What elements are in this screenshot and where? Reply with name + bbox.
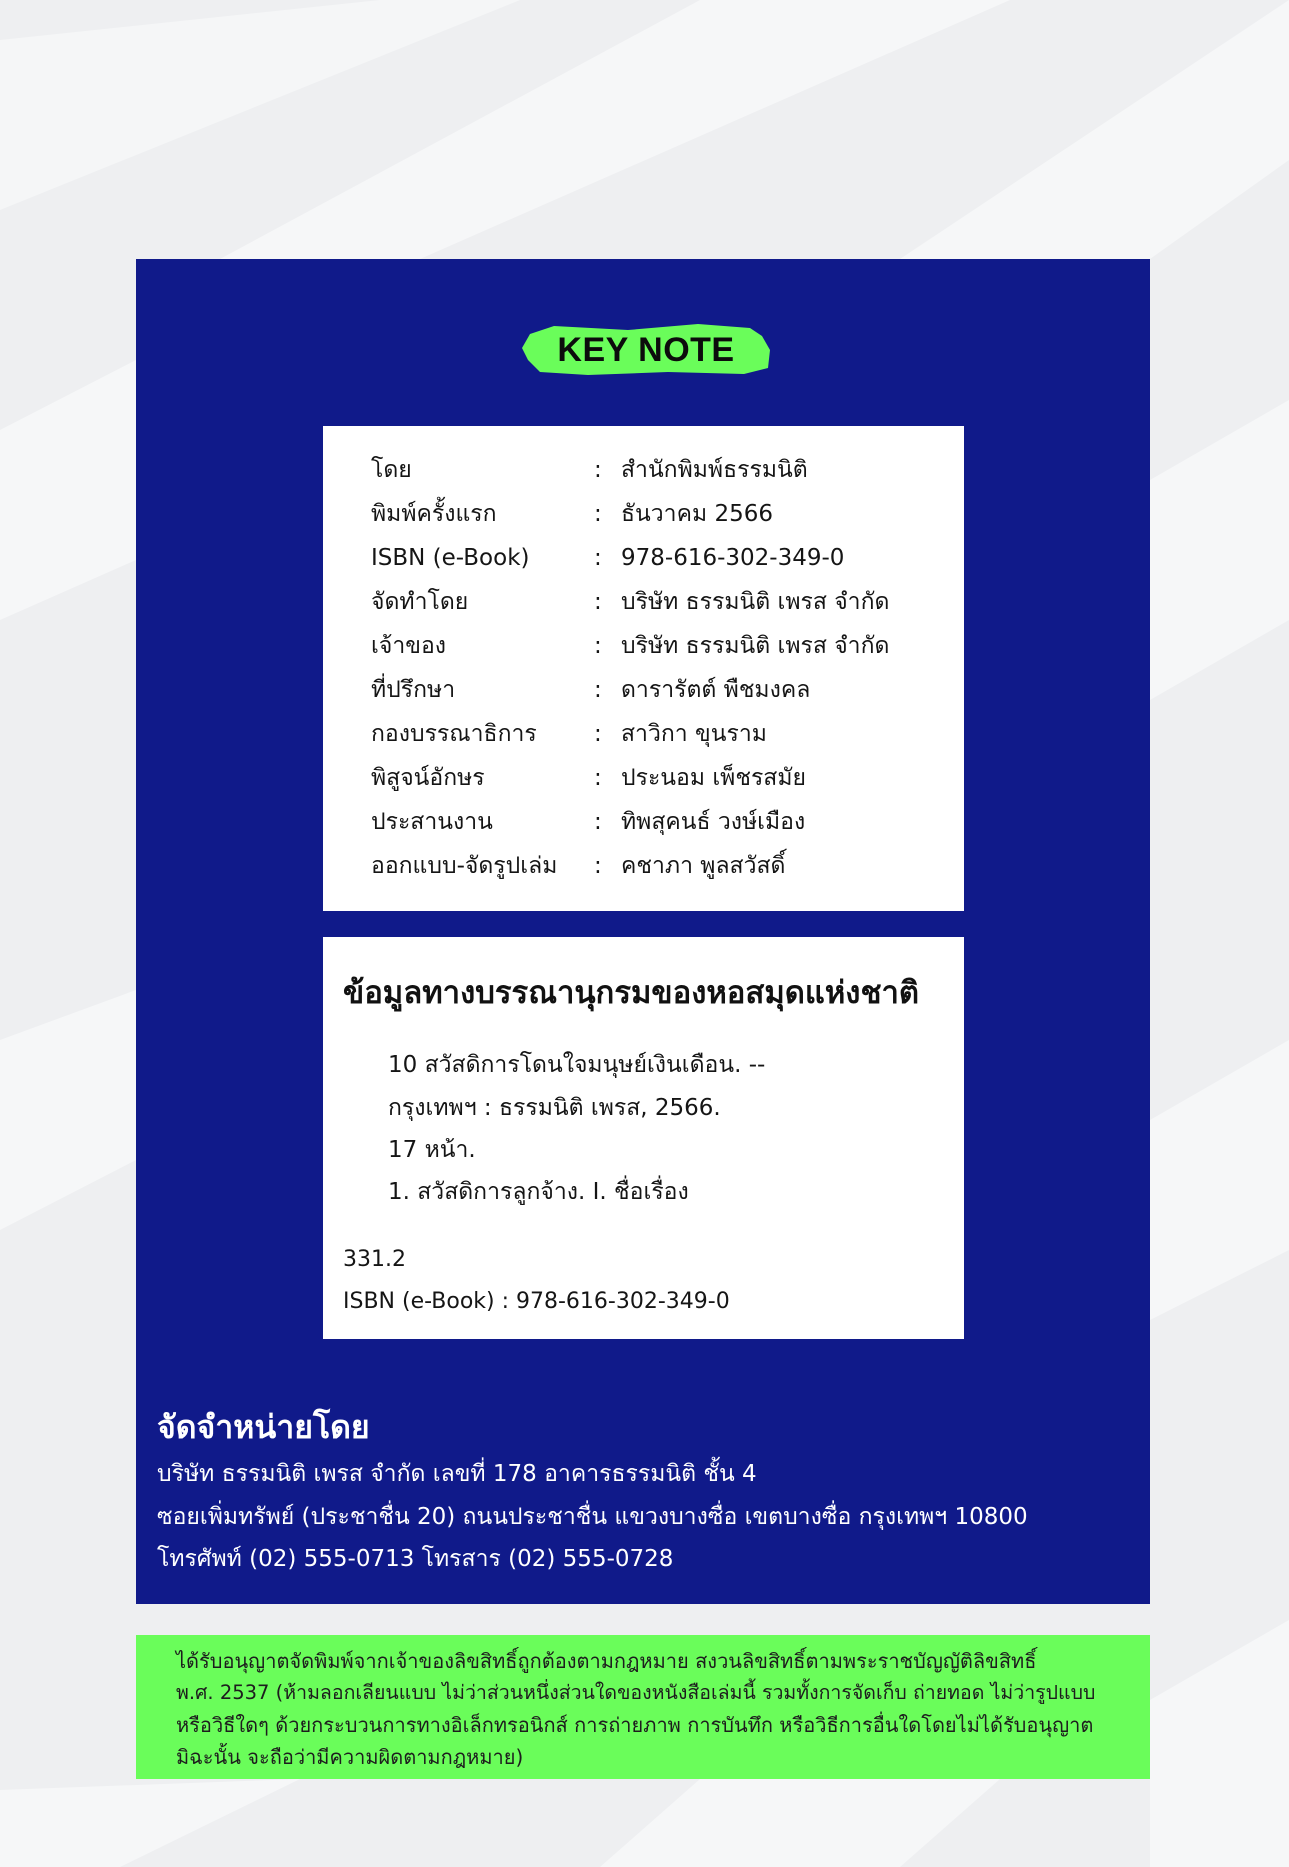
credit-value: ดารารัตต์ พืชมงคล: [621, 677, 811, 703]
notice-line: หรือวิธีใดๆ ด้วยกระบวนการทางอิเล็กทรอนิกส์ การถ่ายภาพ การบันทึก หรือวิธีการอื่นใดโดยไม่ได้รับอนุญาต: [176, 1713, 1094, 1737]
credit-value: 978-616-302-349-0: [621, 545, 845, 571]
credit-separator: :: [594, 457, 602, 483]
credit-separator: :: [594, 589, 602, 615]
credit-separator: :: [594, 545, 602, 571]
credit-value: ประนอม เพ็ชรสมัย: [621, 765, 806, 791]
credit-separator: :: [594, 721, 602, 747]
catalog-line: 17 หน้า.: [388, 1137, 476, 1163]
notice-line: ได้รับอนุญาตจัดพิมพ์จากเจ้าของลิขสิทธิ์ถูกต้องตามกฎหมาย สงวนลิขสิทธิ์ตามพระราชบัญญัติลิขสิทธิ์: [176, 1649, 1037, 1673]
credit-value: คชาภา พูลสวัสดิ์: [621, 853, 786, 879]
credit-separator: :: [594, 809, 602, 835]
credit-value: ธันวาคม 2566: [621, 501, 773, 527]
credit-value: สาวิกา ขุนราม: [621, 721, 767, 747]
credit-label: เจ้าของ: [371, 633, 447, 659]
credits-box: [323, 426, 964, 911]
catalog-title: ข้อมูลทางบรรณานุกรมของหอสมุดแห่งชาติ: [343, 975, 920, 1011]
credit-label: ออกแบบ-จัดรูปเล่ม: [371, 853, 558, 879]
credit-separator: :: [594, 765, 602, 791]
credit-separator: :: [594, 633, 602, 659]
notice-line: มิฉะนั้น จะถือว่ามีความผิดตามกฎหมาย): [176, 1745, 524, 1769]
keynote-badge: [518, 318, 774, 380]
credit-value: ทิพสุคนธ์ วงษ์เมือง: [621, 809, 806, 835]
distribution-line: โทรศัพท์ (02) 555-0713 โทรสาร (02) 555-0728: [157, 1546, 674, 1572]
catalog-line: 10 สวัสดิการโดนใจมนุษย์เงินเดือน. --: [388, 1052, 766, 1078]
distribution-line: ซอยเพิ่มทรัพย์ (ประชาชื่น 20) ถนนประชาชื่น แขวงบางซื่อ เขตบางซื่อ กรุงเทพฯ 10800: [157, 1504, 1028, 1530]
credit-row: [371, 626, 931, 666]
credit-row: [371, 494, 931, 534]
catalog-line: 1. สวัสดิการลูกจ้าง. I. ชื่อเรื่อง: [388, 1179, 689, 1205]
credit-separator: :: [594, 677, 602, 703]
credit-label: จัดทำโดย: [371, 589, 469, 615]
catalog-isbn: ISBN (e-Book) : 978-616-302-349-0: [343, 1289, 730, 1314]
notice-line: พ.ศ. 2537 (ห้ามลอกเลียนแบบ ไม่ว่าส่วนหนึ่งส่วนใดของหนังสือเล่มนี้ รวมทั้งการจัดเก็บ ถ่ายทอด ไม่ว่ารูปแบบ: [176, 1681, 1096, 1704]
credit-label: ISBN (e-Book): [371, 545, 530, 571]
credit-row: [371, 714, 931, 754]
credit-separator: :: [594, 853, 602, 879]
credit-row: [371, 670, 931, 710]
distribution-title: จัดจำหน่ายโดย: [157, 1408, 370, 1446]
distribution-line: บริษัท ธรรมนิติ เพรส จำกัด เลขที่ 178 อาคารธรรมนิติ ชั้น 4: [157, 1461, 757, 1487]
credit-row: [371, 582, 931, 622]
credit-row: [371, 758, 931, 798]
credit-label: โดย: [371, 457, 412, 483]
credit-label: ประสานงาน: [371, 809, 493, 835]
credit-row: [371, 538, 931, 578]
credit-label: กองบรรณาธิการ: [371, 721, 537, 747]
catalog-box: [323, 937, 964, 1339]
copyright-notice: [136, 1635, 1150, 1779]
credit-value: สำนักพิมพ์ธรรมนิติ: [621, 457, 808, 483]
credit-separator: :: [594, 501, 602, 527]
keynote-label: KEY NOTE: [557, 331, 735, 369]
credit-value: บริษัท ธรรมนิติ เพรส จำกัด: [621, 633, 890, 659]
catalog-line: กรุงเทพฯ : ธรรมนิติ เพรส, 2566.: [388, 1095, 721, 1121]
credit-row: [371, 802, 931, 842]
credit-value: บริษัท ธรรมนิติ เพรส จำกัด: [621, 589, 890, 615]
credit-row: [371, 846, 931, 886]
catalog-class-number: 331.2: [343, 1247, 406, 1272]
credit-row: [371, 450, 931, 490]
credit-label: พิสูจน์อักษร: [371, 765, 485, 791]
credit-label: ที่ปรึกษา: [371, 677, 456, 703]
credit-label: พิมพ์ครั้งแรก: [371, 501, 497, 527]
